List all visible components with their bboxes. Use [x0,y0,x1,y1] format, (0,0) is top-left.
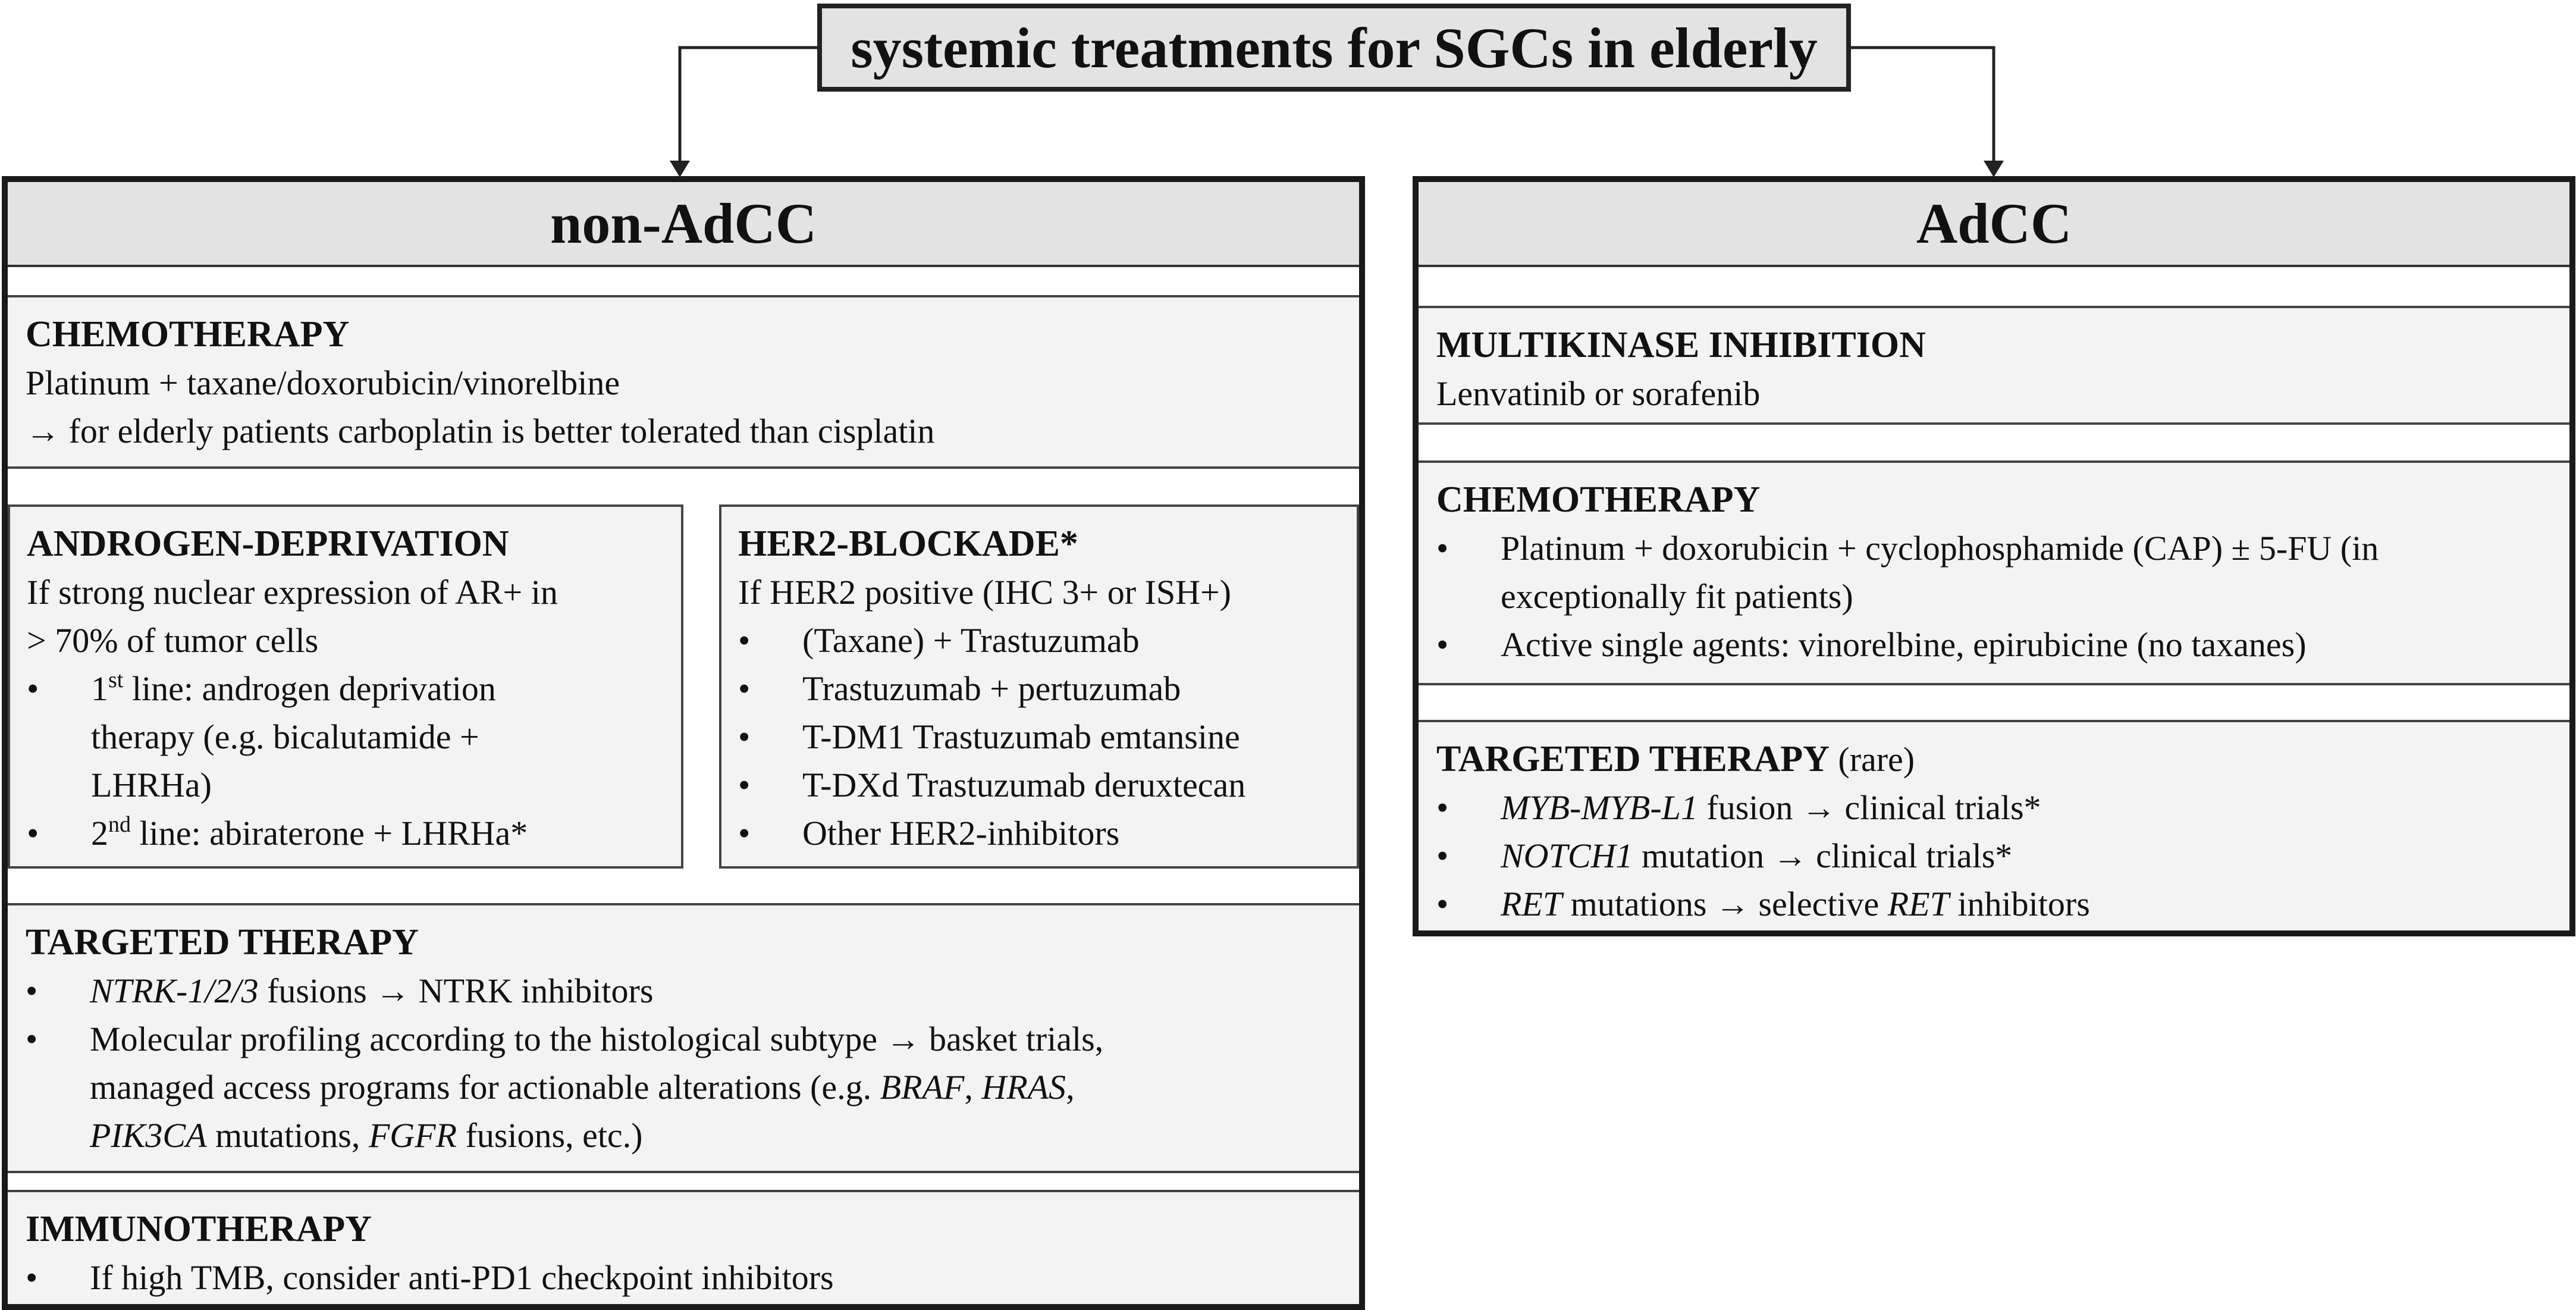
list-item: • Trastuzumab + pertuzumab [738,665,1340,713]
androgen-intro: > 70% of tumor cells [27,621,319,660]
section-heading: TARGETED THERAPY [26,922,419,963]
connector-right [1851,48,1994,175]
bullet-icon: • [1436,788,1449,827]
adcc-multikinase-section [1419,306,2569,425]
non-adcc-targeted-therapy-section [8,903,1359,1173]
section-heading: HER2-BLOCKADE* [738,524,1078,564]
non-adcc-chemotherapy-section [8,295,1359,469]
arrow-icon: → [375,971,410,1010]
connector-left [680,48,817,175]
arrow-icon: → [1801,788,1836,827]
arrow-icon: → [1715,885,1750,923]
bullet-icon: • [738,766,751,804]
list-item: • 2nd line: abiraterone + LHRHa* [27,809,664,857]
bullet-icon: • [738,621,751,660]
list-item: • (Taxane) + Trastuzumab [738,616,1340,665]
arrow-icon: → [886,1020,921,1058]
section-heading: CHEMOTHERAPY [26,314,350,355]
section-heading: MULTIKINASE INHIBITION [1436,325,1926,365]
list-item: • MYB-MYB-L1 fusion → clinical trials* [1436,784,2552,832]
bullet-icon: • [738,814,751,853]
diagram-title: systemic treatments for SGCs in elderly [851,15,1818,80]
list-item: • RET mutations → selective RET inhibitors [1436,880,2552,928]
adcc-chemotherapy-section [1419,460,2569,685]
diagram-title-box [817,4,1851,92]
bullet-icon: • [26,1020,38,1058]
her2-intro: If HER2 positive (IHC 3+ or ISH+) [738,573,1231,612]
section-heading: CHEMOTHERAPY [1436,480,1761,520]
adcc-targeted-therapy-section [1419,720,2569,930]
bullet-icon: • [27,669,39,708]
list-item: • T-DXd Trastuzumab deruxtecan [738,761,1340,809]
bullet-icon: • [1436,836,1449,875]
bullet-icon: • [1436,625,1449,664]
list-item: • Platinum + doxorubicin + cyclophosphamide (CAP) ± 5-FU (in exceptionally fit patients) [1436,524,2552,620]
bullet-icon: • [738,717,751,756]
bullet-icon: • [26,1258,38,1297]
section-heading: IMMUNOTHERAPY [26,1209,372,1249]
list-item: • NOTCH1 mutation → clinical trials* [1436,832,2552,880]
bullet-icon: • [26,971,38,1010]
section-heading: TARGETED THERAPY [1436,739,1830,779]
adcc-panel [1413,176,2575,936]
list-item: • Active single agents: vinorelbine, epirubicine (no taxanes) [1436,620,2552,669]
targeted-heading-line: TARGETED THERAPY (rare) [1436,739,1915,779]
chemo-regimen: Platinum + taxane/doxorubicin/vinorelbine [26,363,620,402]
bullet-icon: • [27,814,39,853]
arrow-icon: → [26,412,60,450]
list-item: • NTRK-1/2/3 fusions → NTRK inhibitors [26,967,1341,1015]
list-item: • 1st line: androgen deprivation therapy (e.g. bicalutamide + LHRHa) [27,665,664,809]
mki-agents: Lenvatinib or sorafenib [1436,374,1761,413]
androgen-intro: If strong nuclear expression of AR+ in [27,573,558,612]
adcc-header: AdCC [1419,182,2569,267]
non-adcc-header: non-AdCC [8,182,1359,267]
list-item: • T-DM1 Trastuzumab emtansine [738,713,1340,761]
section-heading: ANDROGEN-DEPRIVATION [27,524,509,564]
arrowhead-left [670,161,690,177]
list-item: • Molecular profiling according to the histological subtype → basket trials, managed access programs for actionable alterations (e.g. BRAF, HRAS, PIK3CA mutations, FGFR fusions, etc.) [26,1015,1341,1159]
non-adcc-panel [2,176,1365,1310]
bullet-icon: • [738,669,751,708]
arrow-icon: → [1772,836,1808,875]
her2-blockade-box [719,504,1359,869]
androgen-deprivation-box [8,504,683,869]
non-adcc-immunotherapy-section [8,1190,1359,1304]
arrowhead-right [1984,161,2004,177]
bullet-icon: • [1436,529,1449,568]
list-item: • If high TMB, consider anti-PD1 checkpoint inhibitors [26,1253,1341,1302]
list-item: • Other HER2-inhibitors [738,809,1340,857]
bullet-icon: • [1436,885,1449,923]
chemo-note: → for elderly patients carboplatin is better tolerated than cisplatin [26,412,935,450]
